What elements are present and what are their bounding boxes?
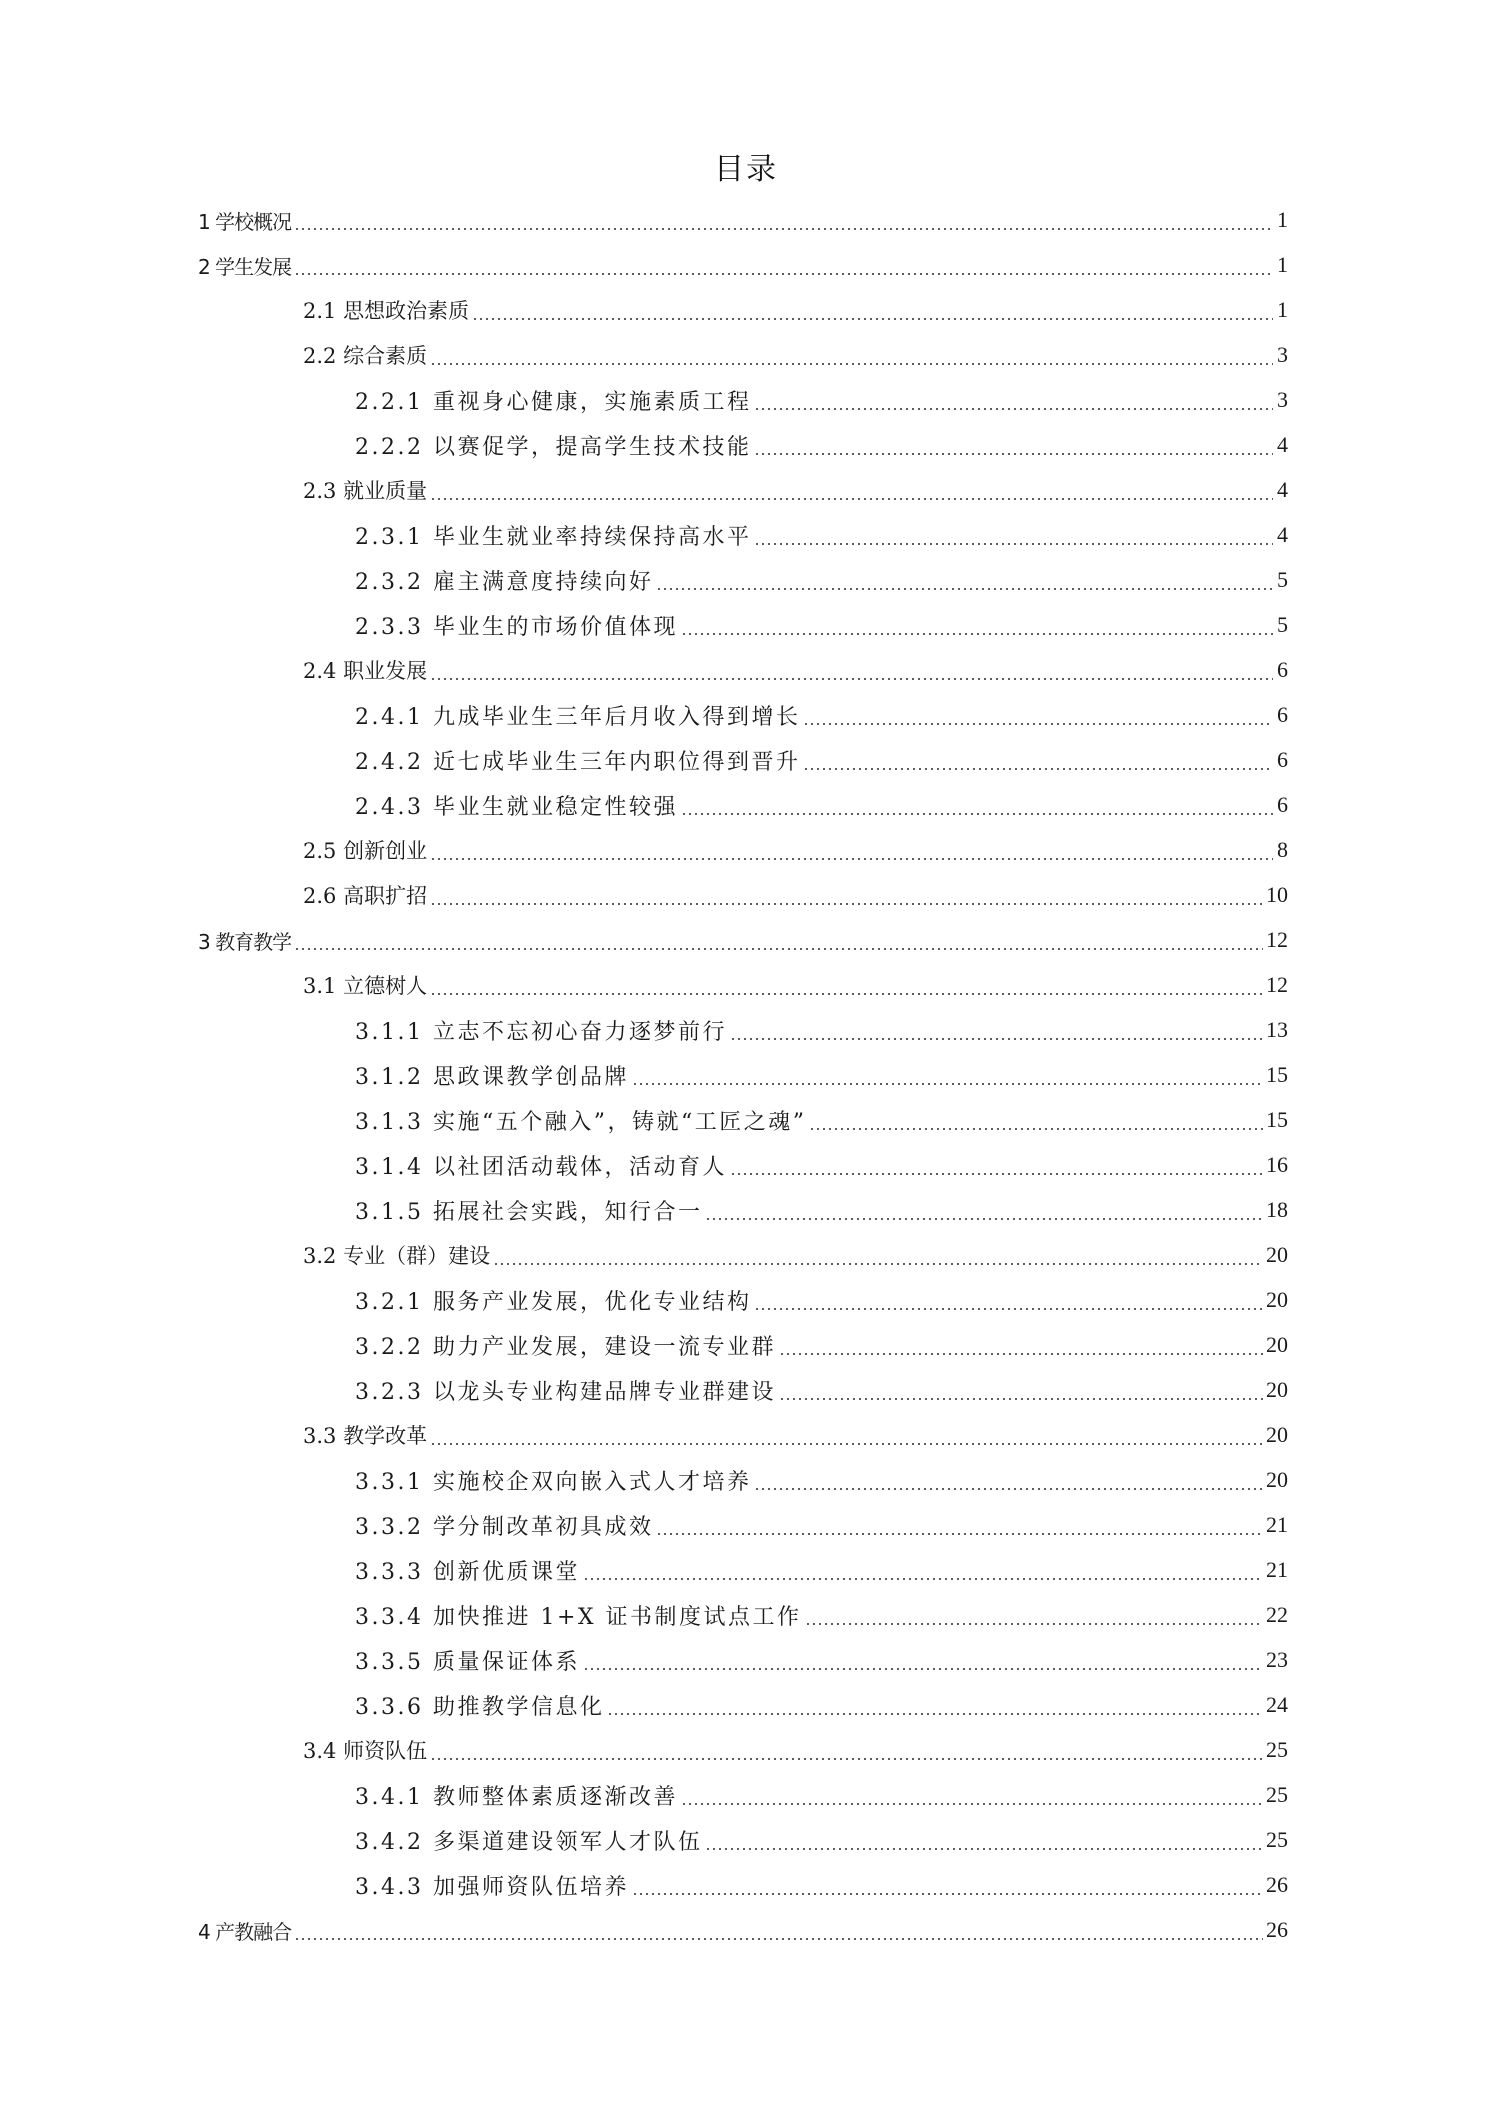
toc-entry-label[interactable]: 3.1 立德树人 bbox=[303, 974, 428, 998]
toc-entry-label[interactable]: 2.5 创新创业 bbox=[303, 839, 428, 863]
dot-leader bbox=[430, 1758, 1263, 1760]
toc-entry-page-number[interactable]: 1 bbox=[1277, 252, 1288, 277]
toc-entry-page-number[interactable]: 5 bbox=[1277, 612, 1288, 637]
toc-entry-page-number[interactable]: 6 bbox=[1277, 702, 1288, 727]
toc-entry[interactable] bbox=[355, 1683, 1288, 1727]
dot-leader bbox=[779, 1398, 1263, 1400]
dot-leader bbox=[294, 948, 1263, 950]
toc-entry-label[interactable]: 3.3.3 创新优质课堂 bbox=[355, 1559, 580, 1585]
dot-leader bbox=[430, 858, 1273, 860]
toc-entry[interactable] bbox=[355, 1188, 1288, 1232]
toc-entry-page-number[interactable]: 6 bbox=[1277, 792, 1288, 817]
toc-title: 目录 bbox=[714, 152, 778, 187]
toc-entry-label[interactable]: 2.4.1 九成毕业生三年后月收入得到增长 bbox=[355, 704, 801, 730]
toc-entry-label[interactable]: 2.2.2 以赛促学，提高学生技术技能 bbox=[355, 434, 752, 460]
toc-entry-page-number[interactable]: 20 bbox=[1266, 1422, 1288, 1447]
dot-leader bbox=[754, 453, 1273, 455]
toc-entry-label[interactable]: 3.2.1 服务产业发展，优化专业结构 bbox=[355, 1289, 752, 1315]
dot-leader bbox=[430, 363, 1273, 365]
toc-entry-page-number[interactable]: 15 bbox=[1266, 1107, 1288, 1132]
toc-entry-label[interactable]: 3.3.5 质量保证体系 bbox=[355, 1649, 580, 1675]
dot-leader bbox=[730, 1173, 1263, 1175]
toc-entry-label[interactable]: 2.3 就业质量 bbox=[303, 479, 428, 503]
toc-entry-page-number[interactable]: 4 bbox=[1277, 522, 1288, 547]
toc-entry-label[interactable]: 3.1.5 拓展社会实践，知行合一 bbox=[355, 1199, 703, 1225]
dot-leader bbox=[430, 993, 1263, 995]
toc-entry-page-number[interactable]: 12 bbox=[1266, 927, 1288, 952]
dot-leader bbox=[705, 1218, 1263, 1220]
toc-entry[interactable] bbox=[303, 333, 1288, 377]
toc-entry-page-number[interactable]: 23 bbox=[1266, 1647, 1288, 1672]
toc-entry[interactable] bbox=[355, 378, 1288, 422]
toc-entry[interactable] bbox=[303, 1728, 1288, 1772]
toc-entry-page-number[interactable]: 25 bbox=[1266, 1737, 1288, 1762]
dot-leader bbox=[583, 1578, 1263, 1580]
toc-entry-label[interactable]: 3.4.2 多渠道建设领军人才队伍 bbox=[355, 1829, 703, 1855]
toc-entry-page-number[interactable]: 20 bbox=[1266, 1467, 1288, 1492]
toc-entry[interactable] bbox=[303, 963, 1288, 1007]
dot-leader bbox=[583, 1668, 1263, 1670]
toc-entry-page-number[interactable]: 8 bbox=[1277, 837, 1288, 862]
toc-entry[interactable] bbox=[303, 1413, 1288, 1457]
toc-entry-page-number[interactable]: 21 bbox=[1266, 1557, 1288, 1582]
toc-entry[interactable] bbox=[355, 1098, 1288, 1142]
toc-entry-page-number[interactable]: 25 bbox=[1266, 1827, 1288, 1852]
toc-entry[interactable] bbox=[355, 513, 1288, 557]
dot-leader bbox=[681, 1803, 1263, 1805]
toc-entry[interactable] bbox=[303, 648, 1288, 692]
dot-leader bbox=[656, 588, 1273, 590]
dot-leader bbox=[294, 228, 1273, 230]
toc-entry-page-number[interactable]: 18 bbox=[1266, 1197, 1288, 1222]
toc-entry[interactable] bbox=[355, 1323, 1288, 1367]
toc-entry[interactable] bbox=[355, 1053, 1288, 1097]
toc-entry-label[interactable]: 3.2.2 助力产业发展，建设一流专业群 bbox=[355, 1334, 776, 1360]
toc-entry-page-number[interactable]: 26 bbox=[1266, 1917, 1288, 1942]
toc-entry[interactable] bbox=[355, 1368, 1288, 1412]
toc-entry-label[interactable]: 3.3.2 学分制改革初具成效 bbox=[355, 1514, 654, 1540]
toc-entry[interactable] bbox=[355, 1818, 1288, 1862]
dot-leader bbox=[493, 1263, 1263, 1265]
dot-leader bbox=[656, 1533, 1263, 1535]
toc-entry-label[interactable]: 2.2 综合素质 bbox=[303, 344, 428, 368]
toc-entry-label[interactable]: 2.4.2 近七成毕业生三年内职位得到晋升 bbox=[355, 749, 801, 775]
dot-leader bbox=[430, 498, 1273, 500]
toc-entry-page-number[interactable]: 1 bbox=[1277, 207, 1288, 232]
toc-entry-label[interactable]: 2.1 思想政治素质 bbox=[303, 299, 470, 323]
toc-entry-page-number[interactable]: 12 bbox=[1266, 972, 1288, 997]
toc-entry[interactable] bbox=[355, 1773, 1288, 1817]
toc-entry-label[interactable]: 2.3.1 毕业生就业率持续保持高水平 bbox=[355, 524, 752, 550]
toc-entry[interactable] bbox=[303, 288, 1288, 332]
toc-entry-label[interactable]: 2.2.1 重视身心健康，实施素质工程 bbox=[355, 389, 752, 415]
toc-entry-label[interactable]: 2 学生发展 bbox=[198, 254, 292, 279]
toc-entry[interactable] bbox=[198, 918, 1288, 962]
toc-entry-label[interactable]: 4 产教融合 bbox=[198, 1919, 292, 1944]
toc-entry-page-number[interactable]: 3 bbox=[1277, 387, 1288, 412]
toc-entry-page-number[interactable]: 21 bbox=[1266, 1512, 1288, 1537]
toc-entry-page-number[interactable]: 16 bbox=[1266, 1152, 1288, 1177]
toc-entry-label[interactable]: 3.1.3 实施“五个融入”，铸就“工匠之魂” bbox=[355, 1109, 807, 1135]
dot-leader bbox=[754, 1488, 1263, 1490]
toc-entry-label[interactable]: 3.3.1 实施校企双向嵌入式人才培养 bbox=[355, 1469, 752, 1495]
dot-leader bbox=[681, 813, 1273, 815]
dot-leader bbox=[705, 1848, 1263, 1850]
toc-entry-label[interactable]: 2.4 职业发展 bbox=[303, 659, 428, 683]
dot-leader bbox=[803, 768, 1273, 770]
toc-entry-label[interactable]: 3.4.3 加强师资队伍培养 bbox=[355, 1874, 629, 1900]
toc-entry-page-number[interactable]: 26 bbox=[1266, 1872, 1288, 1897]
dot-leader bbox=[294, 1938, 1263, 1940]
dot-leader bbox=[730, 1038, 1263, 1040]
toc-entry[interactable] bbox=[355, 1503, 1288, 1547]
dot-leader bbox=[805, 1623, 1263, 1625]
toc-entry[interactable] bbox=[355, 558, 1288, 602]
toc-entry-page-number[interactable]: 4 bbox=[1277, 477, 1288, 502]
toc-entry-label[interactable]: 3.1.2 思政课教学创品牌 bbox=[355, 1064, 629, 1090]
dot-leader bbox=[754, 408, 1273, 410]
dot-leader bbox=[809, 1128, 1263, 1130]
toc-entry-label[interactable]: 3.3.6 助推教学信息化 bbox=[355, 1694, 605, 1720]
toc-entry-label[interactable]: 3.2.3 以龙头专业构建品牌专业群建设 bbox=[355, 1379, 776, 1405]
toc-entry[interactable] bbox=[355, 1593, 1288, 1637]
toc-entry[interactable] bbox=[355, 423, 1288, 467]
toc-entry-page-number[interactable]: 20 bbox=[1266, 1377, 1288, 1402]
dot-leader bbox=[754, 1308, 1263, 1310]
dot-leader bbox=[803, 723, 1273, 725]
toc-entry-page-number[interactable]: 10 bbox=[1266, 882, 1288, 907]
toc-entry-label[interactable]: 3.2 专业（群）建设 bbox=[303, 1244, 491, 1268]
toc-entry-page-number[interactable]: 20 bbox=[1266, 1242, 1288, 1267]
dot-leader bbox=[779, 1353, 1263, 1355]
toc-entry[interactable] bbox=[355, 1143, 1288, 1187]
toc-entry[interactable] bbox=[355, 783, 1288, 827]
toc-entry-page-number[interactable]: 22 bbox=[1266, 1602, 1288, 1627]
toc-entry[interactable] bbox=[355, 1458, 1288, 1502]
toc-entry[interactable] bbox=[303, 468, 1288, 512]
toc-entry-page-number[interactable]: 6 bbox=[1277, 747, 1288, 772]
toc-entry[interactable] bbox=[355, 1548, 1288, 1592]
toc-entry-page-number[interactable]: 5 bbox=[1277, 567, 1288, 592]
toc-entry[interactable] bbox=[303, 1233, 1288, 1277]
toc-entry-page-number[interactable]: 20 bbox=[1266, 1287, 1288, 1312]
toc-entry[interactable] bbox=[355, 603, 1288, 647]
toc-entry-label[interactable]: 2.4.3 毕业生就业稳定性较强 bbox=[355, 794, 678, 820]
dot-leader bbox=[472, 318, 1273, 320]
dot-leader bbox=[754, 543, 1273, 545]
toc-entry-label[interactable]: 2.3.3 毕业生的市场价值体现 bbox=[355, 614, 678, 640]
toc-entry-page-number[interactable]: 15 bbox=[1266, 1062, 1288, 1087]
toc-entry-page-number[interactable]: 13 bbox=[1266, 1017, 1288, 1042]
toc-entry-page-number[interactable]: 6 bbox=[1277, 657, 1288, 682]
toc-entry[interactable] bbox=[198, 198, 1288, 242]
dot-leader bbox=[294, 273, 1273, 275]
toc-entry[interactable] bbox=[355, 738, 1288, 782]
toc-entry-page-number[interactable]: 20 bbox=[1266, 1332, 1288, 1357]
toc-entry-label[interactable]: 2.6 高职扩招 bbox=[303, 884, 428, 908]
dot-leader bbox=[681, 633, 1273, 635]
toc-entry[interactable] bbox=[303, 873, 1288, 917]
toc-entry[interactable] bbox=[355, 1638, 1288, 1682]
toc-entry-page-number[interactable]: 24 bbox=[1266, 1692, 1288, 1717]
toc-entry-label[interactable]: 1 学校概况 bbox=[198, 209, 292, 234]
toc-entry-label[interactable]: 3.3 教学改革 bbox=[303, 1424, 428, 1448]
dot-leader bbox=[632, 1083, 1263, 1085]
dot-leader bbox=[430, 903, 1263, 905]
toc-entry[interactable] bbox=[355, 1008, 1288, 1052]
toc-entry[interactable] bbox=[198, 243, 1288, 287]
toc-entry-label[interactable]: 3.3.4 加快推进 1+X 证书制度试点工作 bbox=[355, 1604, 802, 1630]
toc-entry-label[interactable]: 3.4.1 教师整体素质逐渐改善 bbox=[355, 1784, 678, 1810]
toc-entry-page-number[interactable]: 25 bbox=[1266, 1782, 1288, 1807]
toc-entry[interactable] bbox=[198, 1908, 1288, 1952]
toc-entry-label[interactable]: 3.1.4 以社团活动载体，活动育人 bbox=[355, 1154, 727, 1180]
toc-entry[interactable] bbox=[355, 1863, 1288, 1907]
dot-leader bbox=[607, 1713, 1263, 1715]
toc-entry-page-number[interactable]: 4 bbox=[1277, 432, 1288, 457]
toc-entry-label[interactable]: 3 教育教学 bbox=[198, 929, 292, 954]
toc-entry[interactable] bbox=[303, 828, 1288, 872]
toc-entry-page-number[interactable]: 1 bbox=[1277, 297, 1288, 322]
toc-entry[interactable] bbox=[355, 693, 1288, 737]
toc-entry[interactable] bbox=[355, 1278, 1288, 1322]
toc-entry-label[interactable]: 2.3.2 雇主满意度持续向好 bbox=[355, 569, 654, 595]
dot-leader bbox=[430, 678, 1273, 680]
dot-leader bbox=[430, 1443, 1263, 1445]
toc-entry-label[interactable]: 3.4 师资队伍 bbox=[303, 1739, 428, 1763]
toc-entry-label[interactable]: 3.1.1 立志不忘初心奋力逐梦前行 bbox=[355, 1019, 727, 1045]
dot-leader bbox=[632, 1893, 1263, 1895]
toc-entry-page-number[interactable]: 3 bbox=[1277, 342, 1288, 367]
